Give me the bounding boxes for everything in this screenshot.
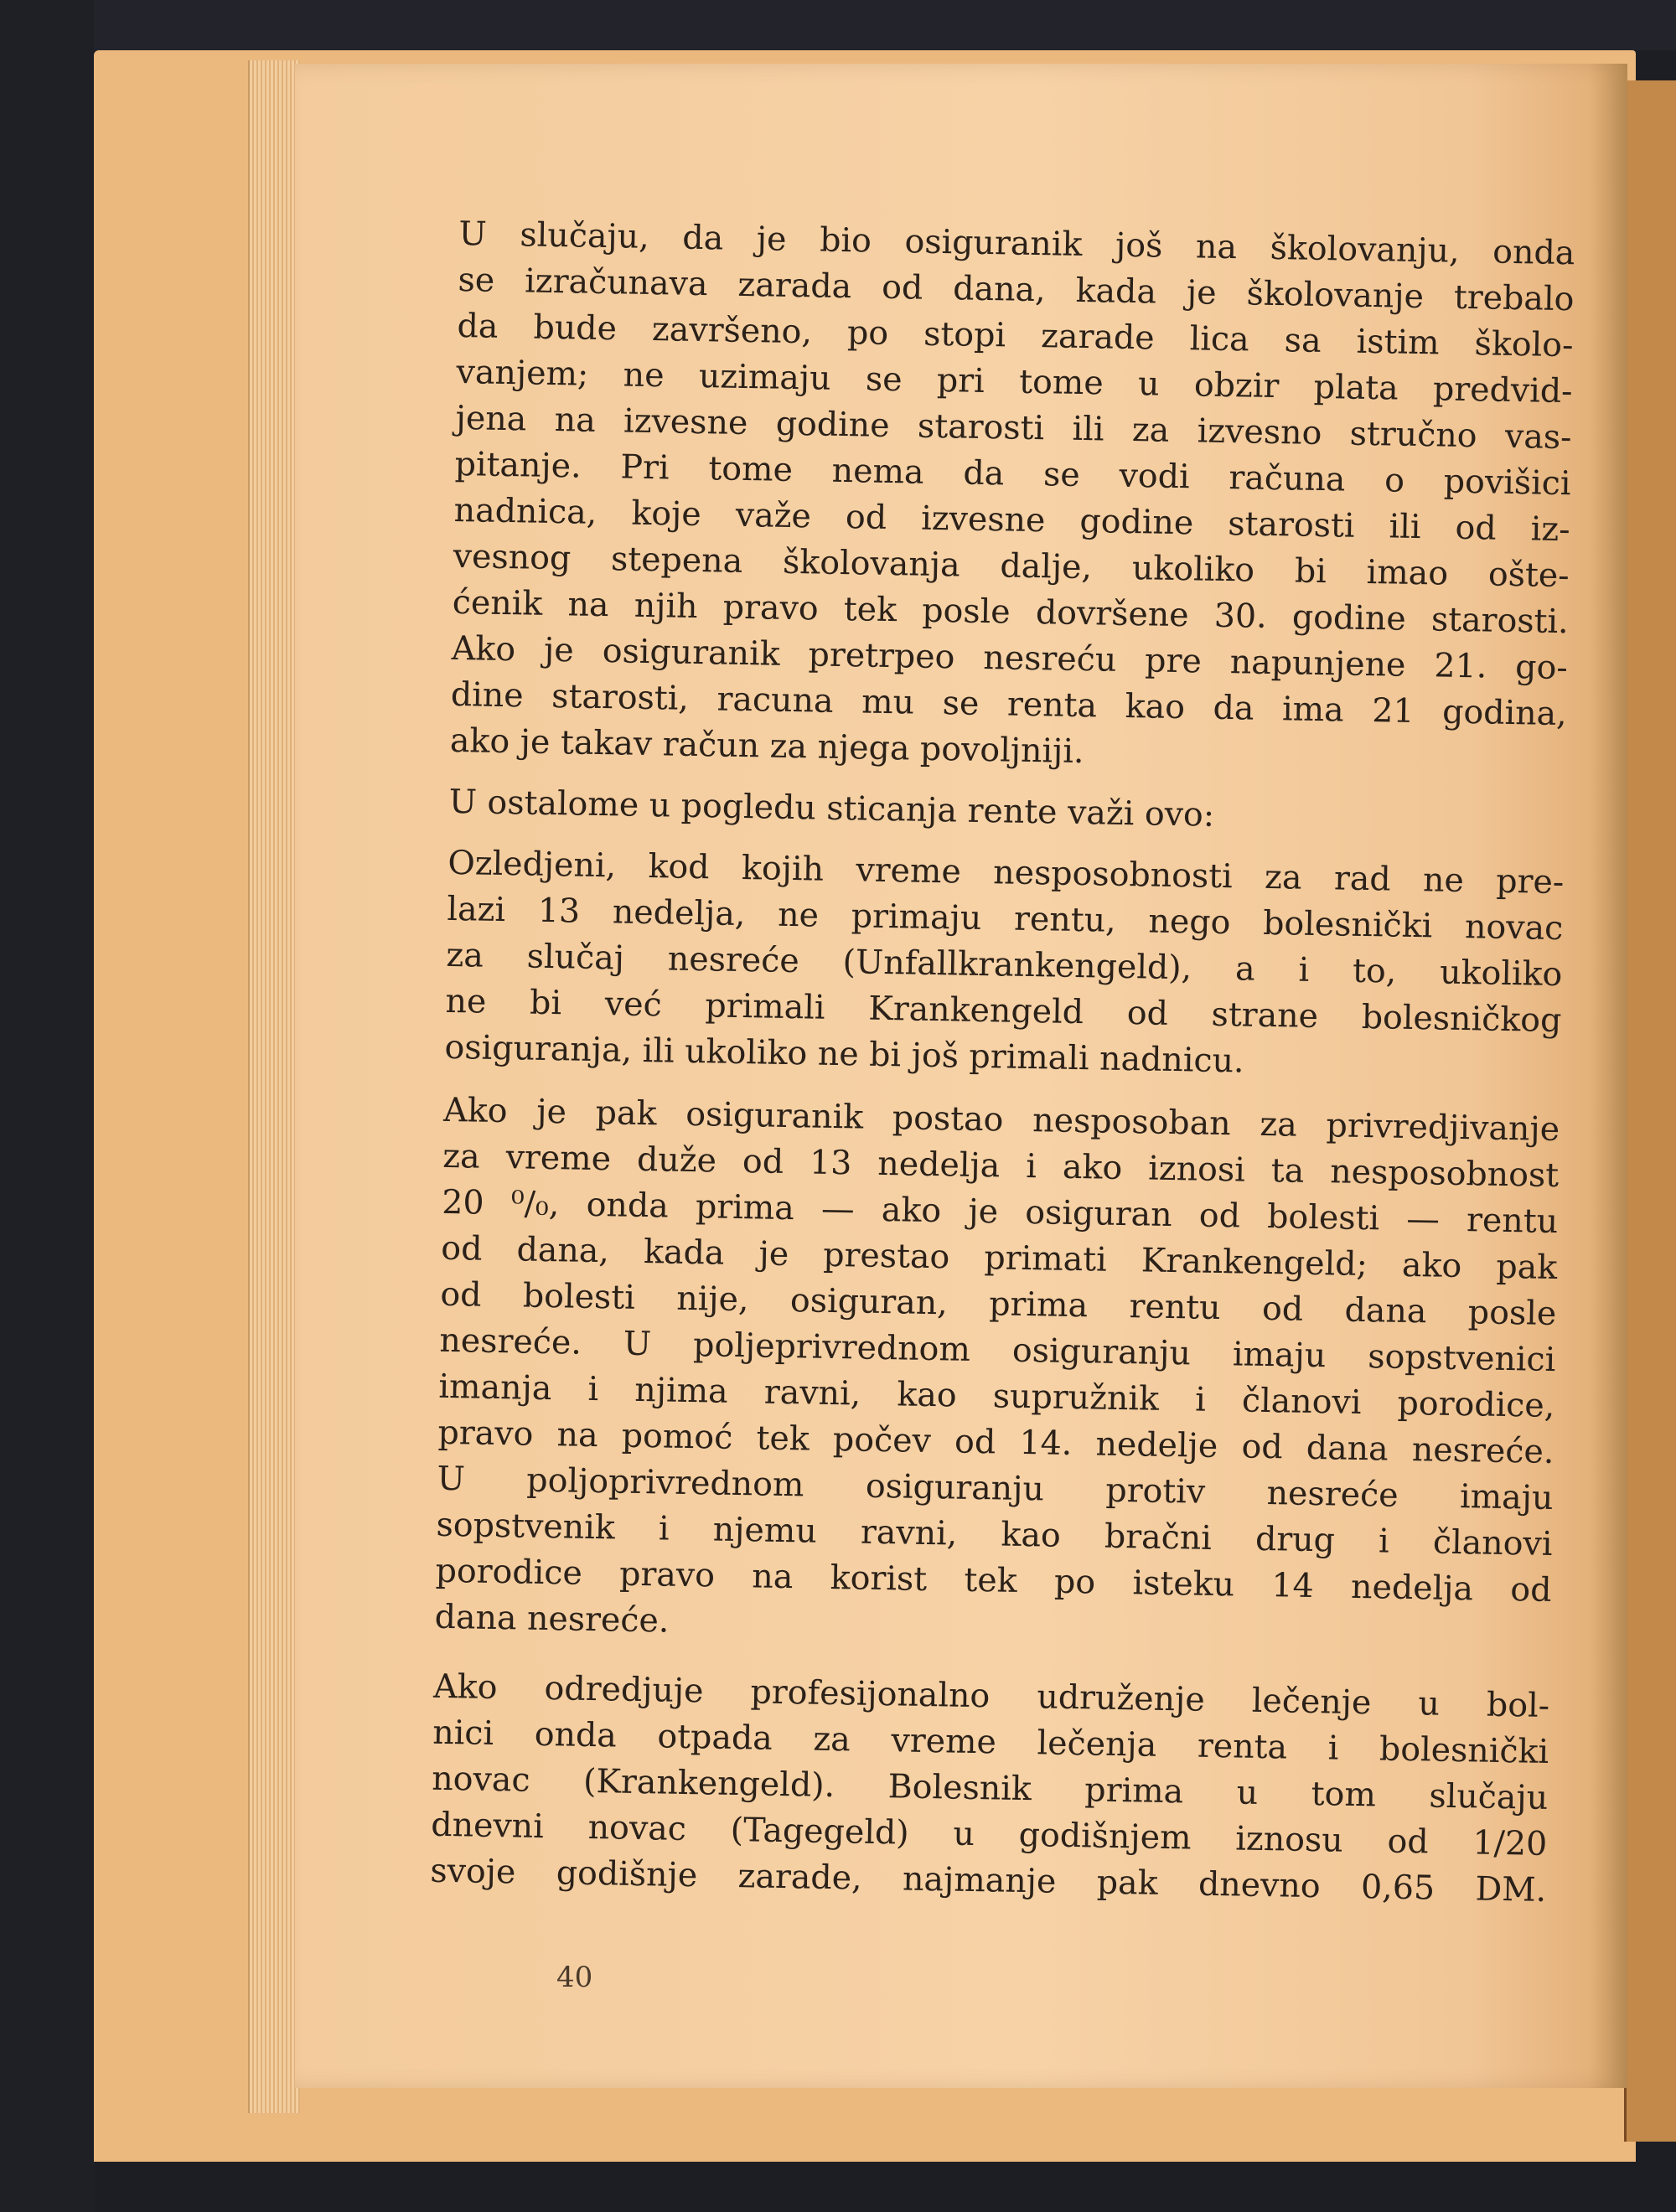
paragraph [430,1664,1550,1914]
text-line: pravo na pomoć tek počev od 14. nedelje od dana nesreće. [437,1413,1554,1472]
paragraph [449,211,1575,783]
page-text [430,211,1575,1914]
text-line: sopstvenik i njemu ravni, kao bračni drug i članovi [436,1505,1553,1564]
text-line: za slučaj nesreće (Unfallkrankengeld), a i to, ukoliko [446,935,1563,995]
paragraph [444,840,1565,1090]
paragraph [434,1088,1560,1660]
text-line: nesreće. U poljeprivrednom osiguranju imaju sopstvenici [439,1320,1556,1380]
text-line: 20 ⁰/₀, onda prima — ako je osiguran od bolesti — rentu [441,1182,1559,1242]
text-line: nadnica, koje važe od izvesne godine starosti ili od iz- [453,490,1570,550]
text-line: ako je takav račun za njega povoljniji. [449,721,1084,772]
text-line: svoje godišnje zarade, najmanje pak dnevno 0,65 DM. [430,1851,1547,1910]
text-line: dine starosti, racuna mu se renta kao da ima 21 godina, [450,674,1568,734]
text-line: Ozledjeni, kod kojih vreme nesposobnosti za rad ne pre- [447,843,1565,902]
text-line: osiguranja, ili ukoliko ne bi još primali nadnicu. [444,1027,1244,1081]
text-line: da bude završeno, po stopi zarade lica sa istim školo- [457,306,1574,365]
text-line: za vreme duže od 13 nedelja i ako iznosi ta nesposobnost [442,1136,1560,1196]
background-surface [0,0,1676,50]
text-line: se izračunava zarada od dana, kada je školovanje trebalo [458,260,1575,319]
page-number: 40 [556,1961,593,1994]
text-line: jena na izvesne godine starosti ili za izvesno stručno vas- [455,398,1572,457]
book-spine-edge [1624,80,1676,2142]
text-line: nici onda otpada za vreme lečenja renta i bolesnički [432,1713,1549,1771]
text-line: ne bi već primali Krankengeld od strane bolesničkog [445,981,1562,1041]
text-line: U poljoprivrednom osiguranju protiv nesreće imaju [437,1459,1554,1518]
text-line: U slučaju, da je bio osiguranik još na školovanju, onda [458,214,1575,273]
text-line: porodice pravo na korist tek po isteku 14 nedelja od [435,1551,1552,1610]
page-edges [248,60,300,2113]
text-line: od dana, kada je prestao primati Krankengeld; ako pak [440,1228,1558,1288]
text-line: imanja i njima ravni, kao supružnik i članovi porodice, [438,1367,1555,1426]
text-line: Ako je osiguranik pretrpeo nesreću pre napunjene 21. go- [451,628,1569,688]
text-line: dnevni novac (Tagegeld) u godišnjem iznosu od 1/20 [430,1805,1548,1863]
background-surface-left [0,0,94,2212]
text-line: od bolesti nije, osiguran, prima rentu od dana posle [440,1274,1557,1334]
text-line: pitanje. Pri tome nema da se vodi računa o povišici [454,444,1571,504]
text-line: Ako je pak osiguranik postao nesposoban za privredjivanje [442,1090,1560,1150]
text-line: vanjem; ne uzimaju se pri tome u obzir plata predvid- [456,352,1573,411]
text-line: ćenik na njih pravo tek posle dovršene 30. godine starosti. [452,582,1570,642]
text-line: vesnog stepena školovanja dalje, ukoliko bi imao ošte- [453,536,1570,596]
text-line: dana nesreće. [434,1597,670,1641]
text-line: U ostalome u pogledu sticanja rente važi ovo: [448,782,1215,835]
text-line: novac (Krankengeld). Bolesnik prima u tom slučaju [431,1759,1549,1817]
paragraph [448,779,1565,845]
text-line: lazi 13 nedelja, ne primaju rentu, nego bolesnički novac [447,889,1564,948]
text-line: Ako odredjuje profesijonalno udruženje lečenje u bol- [432,1667,1550,1725]
